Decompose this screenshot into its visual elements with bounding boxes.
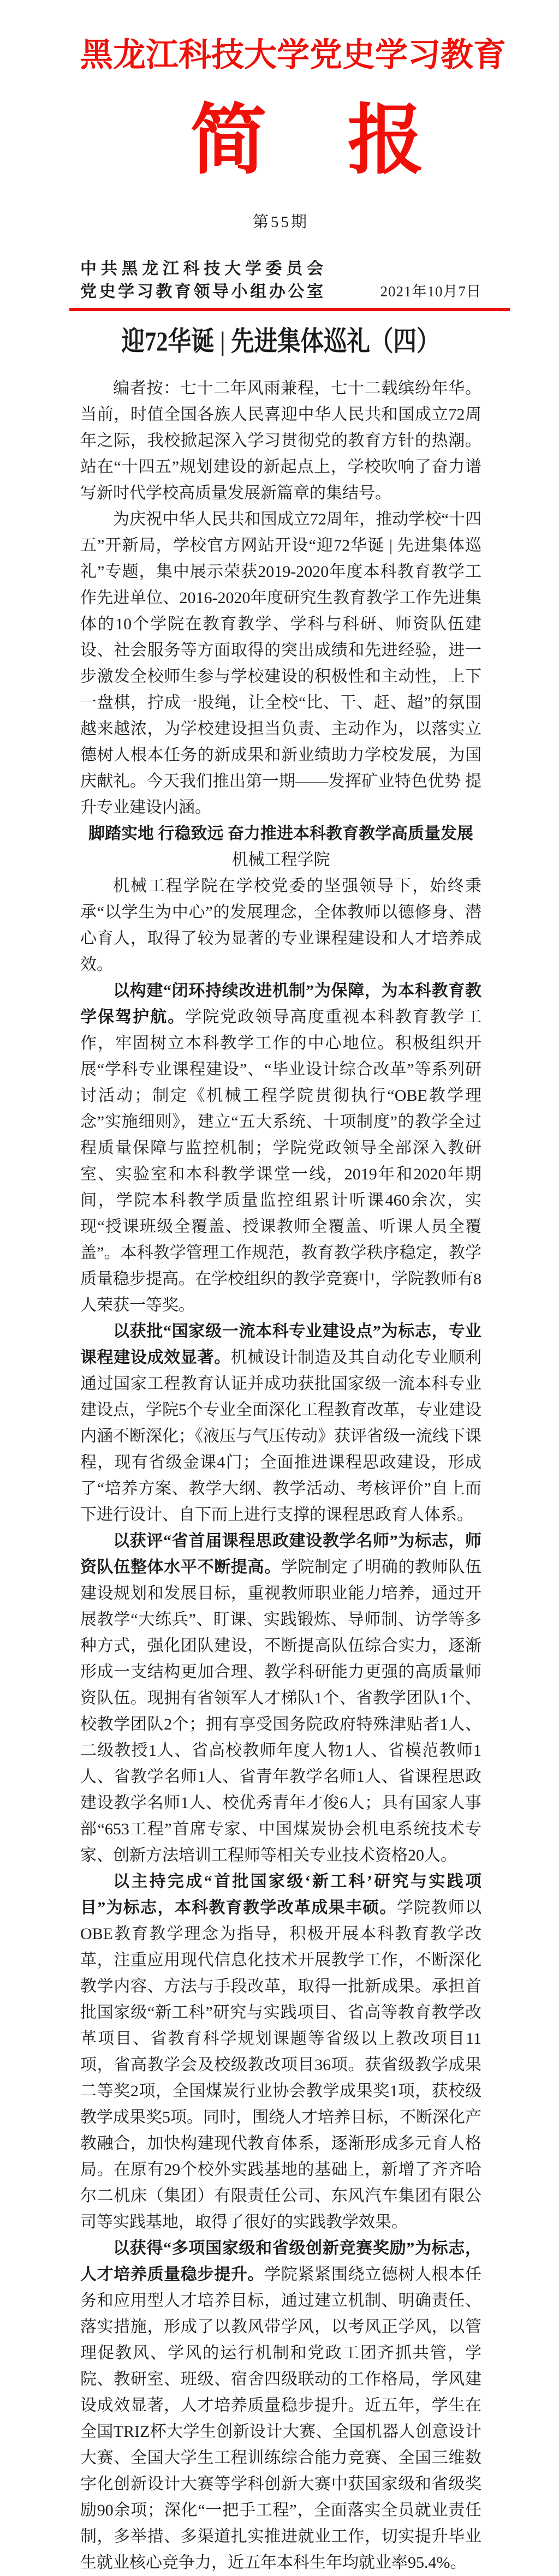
achievement-text: 学院紧紧围绕立德树人根本任务和应用型人才培养目标，通过建立机制、明确责任、落实措施，形成了以教风带学风，以考风正学风，以管理促教风、学风的运行机制和党政工团齐抓共管，学院、教研室、班级、宿舍四级联动的工作格局，学风建设成效显著，人才培养质量稳步提升。近五年，学生在全国TRIZ杯大学生创新设计大赛、全国机器人创意设计大赛、全国大学生工程训练综合能力竞赛、全国三维数字化创新设计大赛等学科创新大赛中获国家级和省级奖励90余项；深化“一把手工程”，全面落实全员就业责任制，多举措、多渠道扎实推进就业工作，切实提升毕业生就业核心竞争力，近五年本科生年均就业率95.4%。 <box>80 2265 482 2572</box>
achievement-paragraph-teaching-reform <box>80 1869 481 2235</box>
achievement-paragraph-quality-assurance <box>80 978 481 1319</box>
publish-date: 2021年10月7日 <box>380 283 481 300</box>
unit-intro-paragraph: 机械工程学院在学校党委的坚强领导下，始终秉承“以学生为中心”的发展理念，全体教师以德修身、潜心育人，取得了较为显著的专业课程建设和人才培养成效。 <box>80 877 481 974</box>
bulletin-page <box>0 38 559 2576</box>
intro-paragraph: 为庆祝中华人民共和国成立72周年，推动学校“十四五”开新局，学校官方网站开设“迎72华诞 | 先进集体巡礼”专题，集中展示荣获2019-2020年度本科教育教学工作先进单位、2016-2020年度研究生教育教学工作先进集体的10个学院在教育教学、学科与科研、师资队伍建设、社会服务等方面取得的突出成绩和先进经验，进一步激发全校师生参与学校建设的积极性和主动性，上下一盘棋，拧成一股绳，让全校“比、干、赶、超”的氛围越来越浓，为学校建设担当负责、主动作为，以落实立德树人根本任务的新成果和新业绩助力学校发展，为国庆献礼。今天我们推出第一期——发挥矿业特色优势 提升专业建设内涵。 <box>80 510 481 816</box>
article-title <box>80 325 481 357</box>
achievement-text: 学院制定了明确的教师队伍建设规划和发展目标，重视教师职业能力培养，通过开展教学“大练兵”、盯课、实践锻炼、导师制、访学等多种方式，强化团队建设，不断提高队伍综合实力，逐渐形成一支结构更加合理、教学科研能力更强的高质量师资队伍。现拥有省领军人才梯队1个、省教学团队1个、校教学团队2个；拥有享受国务院政府特殊津贴者1人、二级教授1人、省高校教师年度人物1人、省模范教师1人、省教学名师1人、省青年教学名师1人、省课程思政建设教学名师1人、校优秀青年才俊6人；具有国家人事部“653工程”首席专家、中国煤炭协会机电系统技术专家、创新方法培训工程师等相关专业技术资格20人。 <box>80 1558 482 1864</box>
achievement-lead: 以获评“省首届课程思政建设教学名师”为标志，师资队伍整体水平不断提高。 <box>80 1532 481 1576</box>
masthead <box>80 37 506 311</box>
issuer-row <box>80 258 481 303</box>
section-heading: 脚踏实地 行稳致远 奋力推进本科教育教学高质量发展 <box>88 825 473 843</box>
brand-title <box>106 97 508 183</box>
article-title-text: 迎72华诞 | 先进集体巡礼（四） <box>121 326 441 356</box>
issuer-block <box>80 258 323 303</box>
brand-char-jian: 简 <box>190 97 267 183</box>
achievement-text: 学院教师以OBE教育教学理念为指导，积极开展本科教育教学改革，注重应用现代信息化技术开展教学工作，不断深化教学内容、方法与手段改革，取得一批新成果。承担首批国家级“新工科”研究与实践项目、省高等教育教学改革项目、省教育科学规划课题等省级以上教改项目11项，省高教学会及校级教改项目36项。获省级教学成果二等奖2项，全国煤炭行业协会教学成果奖1项，获校级教学成果奖5项。同时，围绕人才培养目标，不断深化产教融合，加快构建现代教育体系，逐渐形成多元育人格局。在原有29个校外实践基地的基础上，新增了齐齐哈尔二机床（集团）有限责任公司、东风汽车集团有限公司等实践基地，取得了很好的实践教学效果。 <box>80 1899 482 2231</box>
achievement-lead: 以构建“闭环持续改进机制”为保障，为本科教育教学保驾护航。 <box>80 982 481 1026</box>
achievement-paragraph-faculty-team <box>80 1528 481 1869</box>
editor-note-paragraph: 编者按：七十二年风雨兼程，七十二载缤纷年华。当前，时值全国各族人民喜迎中华人民共和国成立72周年之际，我校掀起深入学习贯彻党的教育方针的热潮。站在“十四五”规划建设的新起点上，学校吹响了奋力谱写新时代学校高质量发展新篇章的集结号。 <box>80 379 481 502</box>
achievement-text: 学院党政领导高度重视本科教育教学工作，牢固树立本科教学工作的中心地位。积极组织开展“学科专业课程建设”、“毕业设计综合改革”等系列研讨活动；制定《机械工程学院贯彻执行“OBE教学理念”实施细则》，建立“五大系统、十项制度”的教学全过程质量保障与监控机制；学院党政领导全部深入教研室、实验室和本科教学课堂一线，2019年和2020年期间，学院本科教学质量监控组累计听课460余次，实现“授课班级全覆盖、授课教师全覆盖、听课人员全覆盖”。本科教学管理工作规范，教育教学秩序稳定，教学质量稳步提高。在学校组织的教学竞赛中，学院教师有8人荣获一等奖。 <box>80 1008 482 1314</box>
masthead-org-title: 黑龙江科技大学党史学习教育 <box>80 37 506 73</box>
article <box>80 325 481 2576</box>
unit-name: 机械工程学院 <box>231 851 330 869</box>
achievement-lead: 以获批“国家级一流本科专业建设点”为标志，专业课程建设成效显著。 <box>80 1322 481 1367</box>
issue-number: 第55期 <box>252 213 309 231</box>
achievement-paragraph-talent-quality <box>80 2235 481 2576</box>
brand-char-bao: 报 <box>347 97 424 183</box>
achievement-lead: 以主持完成“首批国家级‘新工科’研究与实践项目”为标志，本科教育教学改革成果丰硕。 <box>80 1873 481 1917</box>
achievement-paragraph-major-construction <box>80 1319 481 1528</box>
achievement-text: 机械设计制造及其自动化专业顺利通过国家工程教育认证并成功获批国家级一流本科专业建设点，学院5个专业全面深化工程教育改革，专业建设内涵不断深化；《液压与气压传动》获评省级一流线下课程，现有省级金课4门；全面推进课程思政建设，形成了“培养方案、教学大纲、教学活动、考核评价”自上而下进行设计、自下而上进行支撑的课程思政育人体系。 <box>80 1349 482 1524</box>
issuer-line-committee: 中共黑龙江科技大学委员会 <box>80 260 323 278</box>
article-body <box>80 375 481 2576</box>
achievement-lead: 以获得“多项国家级和省级创新竞赛奖励”为标志，人才培养质量稳步提升。 <box>80 2239 481 2283</box>
red-divider <box>69 308 510 311</box>
issuer-line-office: 党史学习教育领导小组办公室 <box>80 283 323 301</box>
